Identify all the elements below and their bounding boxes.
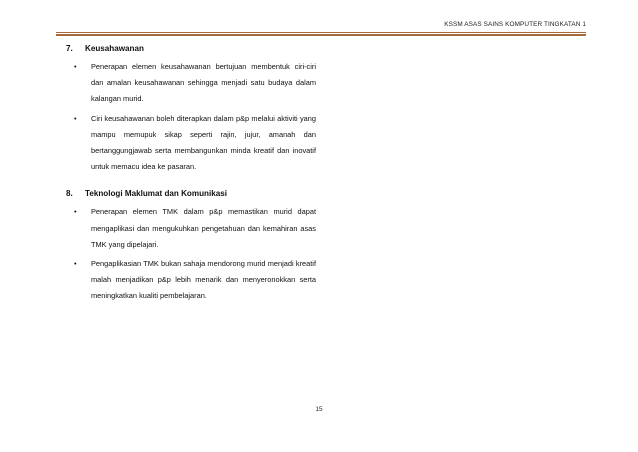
running-header: KSSM ASAS SAINS KOMPUTER TINGKATAN 1 [444,21,586,28]
page-body [66,44,316,308]
page-number: 15 [315,406,323,413]
list-item [66,256,316,305]
list-item [66,59,316,108]
list-item [66,111,316,176]
list-item-text: Penerapan elemen keusahawanan bertujuan membentuk ciri-ciri dan amalan keusahawanan sehingga menjadi satu budaya dalam kalangan murid. [91,62,316,104]
bullet-icon: • [74,113,77,123]
section-heading [66,44,316,53]
section-heading [66,189,316,198]
section-number: 7. [66,44,73,53]
list-item-text: Penerapan elemen TMK dalam p&p memastikan murid dapat mengaplikasi dan mengukuhkan pengetahuan dan kemahiran asas TMK yang dipelajari. [91,207,316,249]
section-keusahawanan [66,44,316,175]
header-rule [56,32,586,33]
bullet-icon: • [74,207,77,217]
bullet-icon: • [74,62,77,71]
list-item-text: Ciri keusahawanan boleh diterapkan dalam p&p melalui aktiviti yang mampu memupuk sikap seperti rajin, jujur, amanah dan bertanggungjawab serta membangunkan minda kreatif dan inovatif untuk memacu idea ke pasaran. [91,113,316,172]
section-title: Keusahawanan [85,44,144,53]
list-item [66,204,316,253]
bullet-list [66,59,316,175]
section-title: Teknologi Maklumat dan Komunikasi [85,189,227,199]
section-number: 8. [66,189,73,199]
header-rule-thick [56,34,586,36]
list-item-text: Pengaplikasian TMK bukan sahaja mendorong murid menjadi kreatif malah menjadikan p&p lebih menarik dan menyeronokkan serta meningkatkan kualiti pembelajaran. [91,259,316,301]
bullet-icon: • [74,259,77,269]
bullet-list [66,204,316,304]
section-tmk [66,189,316,304]
